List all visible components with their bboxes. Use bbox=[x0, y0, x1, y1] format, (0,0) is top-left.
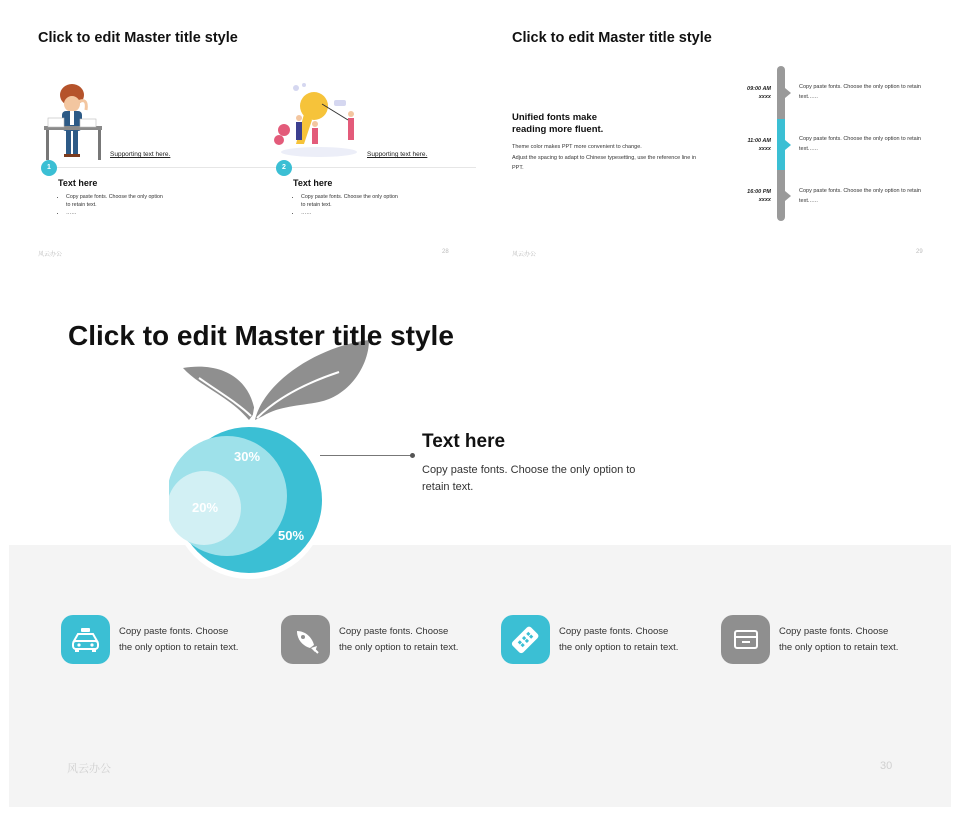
slide-title: Click to edit Master title style bbox=[68, 320, 454, 351]
bullet-item: • …… bbox=[66, 209, 166, 217]
rocket-icon bbox=[281, 615, 330, 664]
feature-tile-2 bbox=[281, 615, 330, 664]
timeline-text-2: Copy paste fonts. Choose the only option to retain text.….. bbox=[799, 136, 921, 152]
slide-29 bbox=[486, 0, 960, 272]
pie-label-50: 50% bbox=[278, 528, 305, 543]
feature-text-2: Copy paste fonts. Choose the only option to retain text. bbox=[339, 626, 459, 653]
page-number: 28 bbox=[442, 249, 449, 255]
team-lightbulb-illustration bbox=[274, 80, 364, 160]
supporting-text-2: Supporting text here. bbox=[367, 151, 428, 158]
text-body: Copy paste fonts. Choose the only option to retain text. bbox=[422, 464, 636, 493]
divider-line bbox=[44, 167, 476, 168]
right-leaf bbox=[255, 340, 369, 420]
bottom-band bbox=[9, 545, 951, 807]
footer-brand: 风云办公 bbox=[38, 252, 63, 258]
page-number: 30 bbox=[880, 760, 893, 772]
item-heading-2: Text here bbox=[293, 178, 333, 188]
item-bullets-1 bbox=[56, 193, 166, 217]
footer-brand: 风云办公 bbox=[67, 763, 111, 775]
left-leaf bbox=[183, 367, 255, 420]
timeline-pointer-3 bbox=[785, 191, 791, 201]
slide-title: Click to edit Master title style bbox=[512, 30, 712, 46]
bullet-item: • Copy paste fonts. Choose the only option to retain text. bbox=[301, 193, 401, 209]
inbox-icon bbox=[721, 615, 770, 664]
timeline-segment-2 bbox=[777, 119, 785, 170]
number-badge-2: 2 bbox=[276, 160, 292, 176]
pie-label-20: 20% bbox=[192, 500, 219, 515]
slide-30 bbox=[9, 292, 951, 807]
text-heading: Text here bbox=[422, 431, 506, 452]
feature-tile-4 bbox=[721, 615, 770, 664]
timeline-time-1: 09:00 AM xxxx bbox=[747, 86, 771, 100]
timeline-text-1: Copy paste fonts. Choose the only option to retain text.….. bbox=[799, 84, 921, 100]
timeline-time-2: 11:00 AM xxxx bbox=[747, 138, 771, 152]
tag-icon bbox=[501, 615, 550, 664]
slide-title: Click to edit Master title style bbox=[38, 30, 238, 46]
item-bullets-2 bbox=[291, 193, 401, 217]
timeline-pointer-2 bbox=[785, 140, 791, 150]
footer-brand: 风云办公 bbox=[512, 252, 537, 258]
timeline-pointer-1 bbox=[785, 88, 791, 98]
timeline-segment-3 bbox=[777, 170, 785, 221]
feature-text-1: Copy paste fonts. Choose the only option to retain text. bbox=[119, 626, 239, 653]
feature-tile-1 bbox=[61, 615, 110, 664]
timeline-time-3: 16:00 PM xxxx bbox=[747, 189, 771, 203]
slide-28 bbox=[0, 0, 486, 272]
section-heading: Unified fonts make reading more fluent. bbox=[512, 112, 604, 135]
number-badge-1: 1 bbox=[41, 160, 57, 176]
page-number: 29 bbox=[916, 249, 923, 255]
section-body: Theme color makes PPT more convenient to change. Adjust the spacing to adapt to Chinese typesetting, use the reference line in PPT. bbox=[512, 144, 697, 171]
feature-tile-3 bbox=[501, 615, 550, 664]
bullet-item: • Copy paste fonts. Choose the only option to retain text. bbox=[66, 193, 166, 209]
timeline-segment-1 bbox=[777, 66, 785, 119]
timeline-text-3: Copy paste fonts. Choose the only option to retain text.….. bbox=[799, 188, 921, 204]
man-at-desk-illustration bbox=[40, 82, 108, 162]
taxi-icon bbox=[61, 615, 110, 664]
pie-label-30: 30% bbox=[234, 449, 261, 464]
bullet-item: • …… bbox=[301, 209, 401, 217]
connector-dot bbox=[410, 453, 415, 458]
supporting-text-1: Supporting text here. bbox=[110, 151, 171, 158]
apple-pie-chart bbox=[169, 336, 389, 584]
item-heading-1: Text here bbox=[58, 178, 98, 188]
feature-text-3: Copy paste fonts. Choose the only option to retain text. bbox=[559, 626, 679, 653]
feature-text-4: Copy paste fonts. Choose the only option to retain text. bbox=[779, 626, 899, 653]
